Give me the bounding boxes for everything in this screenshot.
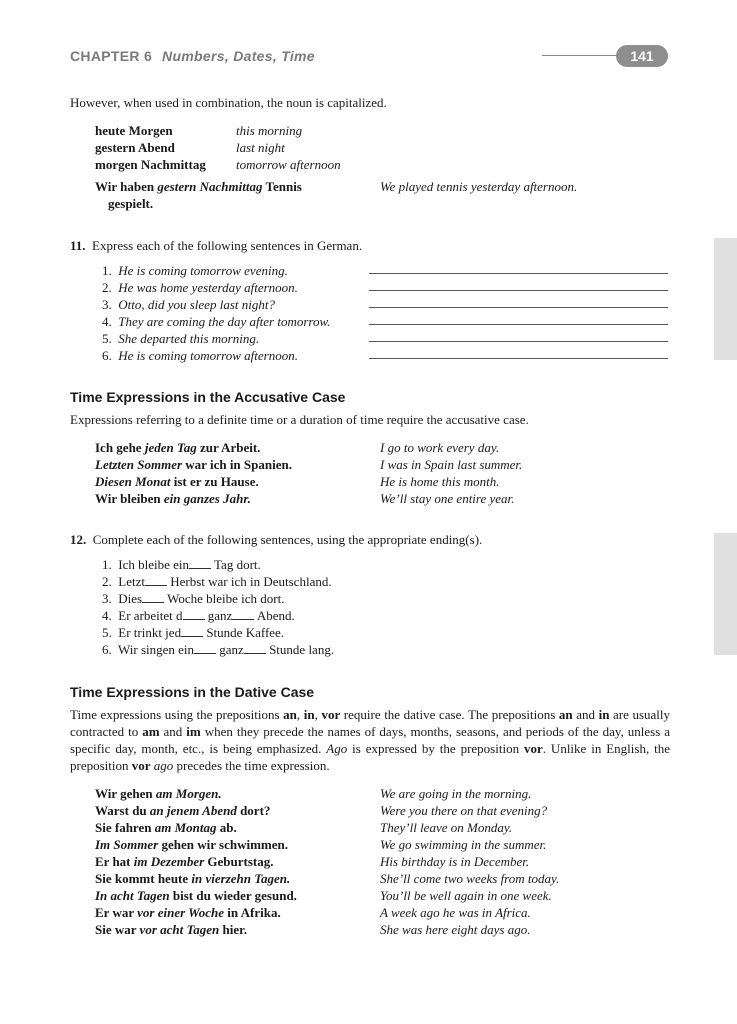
answer-line[interactable] <box>369 358 668 359</box>
acc-example-en: I go to work every day. <box>380 440 500 455</box>
dat-example-en: She’ll come two weeks from today. <box>380 871 560 886</box>
fill-blank[interactable] <box>145 574 167 586</box>
dat-example-en: You’ll be well again in one week. <box>380 888 552 903</box>
dat-example-de: Er hat im Dezember Geburtstag. <box>95 854 274 869</box>
acc-example-de: Letzten Sommer war ich in Spanien. <box>95 457 292 472</box>
combo-de: morgen Nachmittag <box>95 157 206 172</box>
ex11-item: 2. He was home yesterday afternoon. <box>102 280 298 295</box>
answer-line[interactable] <box>369 341 668 342</box>
combo-en: tomorrow afternoon <box>236 157 341 172</box>
combo-en: this morning <box>236 123 303 138</box>
combo-en: last night <box>236 140 285 155</box>
section-title-accusative: Time Expressions in the Accusative Case <box>70 389 346 405</box>
combo-de: gestern Abend <box>95 140 175 155</box>
ex11-item: 1. He is coming tomorrow evening. <box>102 263 288 278</box>
answer-line[interactable] <box>369 307 668 308</box>
ex12-item: 5. Er trinkt jed Stunde Kaffee. <box>102 625 285 640</box>
fill-blank[interactable] <box>183 608 205 620</box>
ex12-item: 3. Dies Woche bleibe ich dort. <box>102 591 285 606</box>
ex11-item: 5. She departed this morning. <box>102 331 260 346</box>
dat-example-de: Sie kommt heute in vierzehn Tagen. <box>95 871 291 886</box>
side-tab-upper <box>714 238 737 360</box>
ex11-item: 6. He is coming tomorrow afternoon. <box>102 348 298 363</box>
acc-example-de: Wir bleiben ein ganzes Jahr. <box>95 491 251 506</box>
ex12-item: 1. Ich bleibe ein Tag dort. <box>102 557 261 572</box>
fill-blank[interactable] <box>194 642 216 654</box>
dat-example-en: We go swimming in the summer. <box>380 837 547 852</box>
answer-line[interactable] <box>369 324 668 325</box>
ex12-item: 2. Letzt Herbst war ich in Deutschland. <box>102 574 332 589</box>
ex11-item: 3. Otto, did you sleep last night? <box>102 297 275 312</box>
dative-description: Time expressions using the prepositions an, in, vor require the dative case. The prepositions an and in are usually contracted to am and im when they precede the names of days, months, seasons, and periods of the day, unless a specific day, month, etc., is being emphasized. Ago is expressed by the preposition vor. Unlike in English, the preposition vor ago precedes the time expression. <box>70 707 671 773</box>
dat-example-en: His birthday is in December. <box>380 854 530 869</box>
intro-text: However, when used in combination, the noun is capitalized. <box>70 95 387 110</box>
dat-example-de: Warst du an jenem Abend dort? <box>95 803 271 818</box>
acc-example-en: I was in Spain last summer. <box>380 457 523 472</box>
dat-example-de: Er war vor einer Woche in Afrika. <box>95 905 281 920</box>
section-title-dative: Time Expressions in the Dative Case <box>70 684 315 700</box>
exercise-12-prompt: 12. Complete each of the following sentences, using the appropriate ending(s). <box>70 532 483 547</box>
dat-example-en: We are going in the morning. <box>380 786 532 801</box>
dat-example-en: She was here eight days ago. <box>380 922 531 937</box>
dat-example-de: In acht Tagen bist du wieder gesund. <box>95 888 297 903</box>
fill-blank[interactable] <box>181 625 203 637</box>
acc-example-en: He is home this month. <box>380 474 500 489</box>
fill-blank[interactable] <box>189 557 211 569</box>
chapter-header <box>70 48 315 65</box>
dat-example-de: Sie fahren am Montag ab. <box>95 820 237 835</box>
dat-example-de: Sie war vor acht Tagen hier. <box>95 922 247 937</box>
dat-example-en: Were you there on that evening? <box>380 803 548 818</box>
ex11-item: 4. They are coming the day after tomorrow. <box>102 314 331 329</box>
acc-example-en: We’ll stay one entire year. <box>380 491 515 506</box>
combo-example-de: Wir haben gestern Nachmittag Tennis <box>95 179 302 194</box>
chapter-title: Numbers, Dates, Time <box>162 48 315 64</box>
accusative-description: Expressions referring to a definite time or a duration of time require the accusative case. <box>70 412 529 427</box>
combo-example-en: We played tennis yesterday afternoon. <box>380 179 578 194</box>
answer-line[interactable] <box>369 290 668 291</box>
dat-example-en: A week ago he was in Africa. <box>380 905 531 920</box>
fill-blank[interactable] <box>244 642 266 654</box>
chapter-label: CHAPTER 6 <box>70 48 153 64</box>
acc-example-de: Ich gehe jeden Tag zur Arbeit. <box>95 440 261 455</box>
combo-example-de-cont: gespielt. <box>108 196 154 211</box>
ex12-item: 4. Er arbeitet d ganz Abend. <box>102 608 295 623</box>
fill-blank[interactable] <box>232 608 254 620</box>
exercise-11-prompt: 11. Express each of the following sentences in German. <box>70 238 363 253</box>
dat-example-de: Wir gehen am Morgen. <box>95 786 222 801</box>
dat-example-de: Im Sommer gehen wir schwimmen. <box>95 837 288 852</box>
ex12-item: 6. Wir singen ein ganz Stunde lang. <box>102 642 335 657</box>
dat-example-en: They’ll leave on Monday. <box>380 820 513 835</box>
combo-de: heute Morgen <box>95 123 173 138</box>
fill-blank[interactable] <box>142 591 164 603</box>
answer-line[interactable] <box>369 273 668 274</box>
side-tab-lower <box>714 533 737 655</box>
page-number: 141 <box>616 45 668 67</box>
acc-example-de: Diesen Monat ist er zu Hause. <box>95 474 259 489</box>
